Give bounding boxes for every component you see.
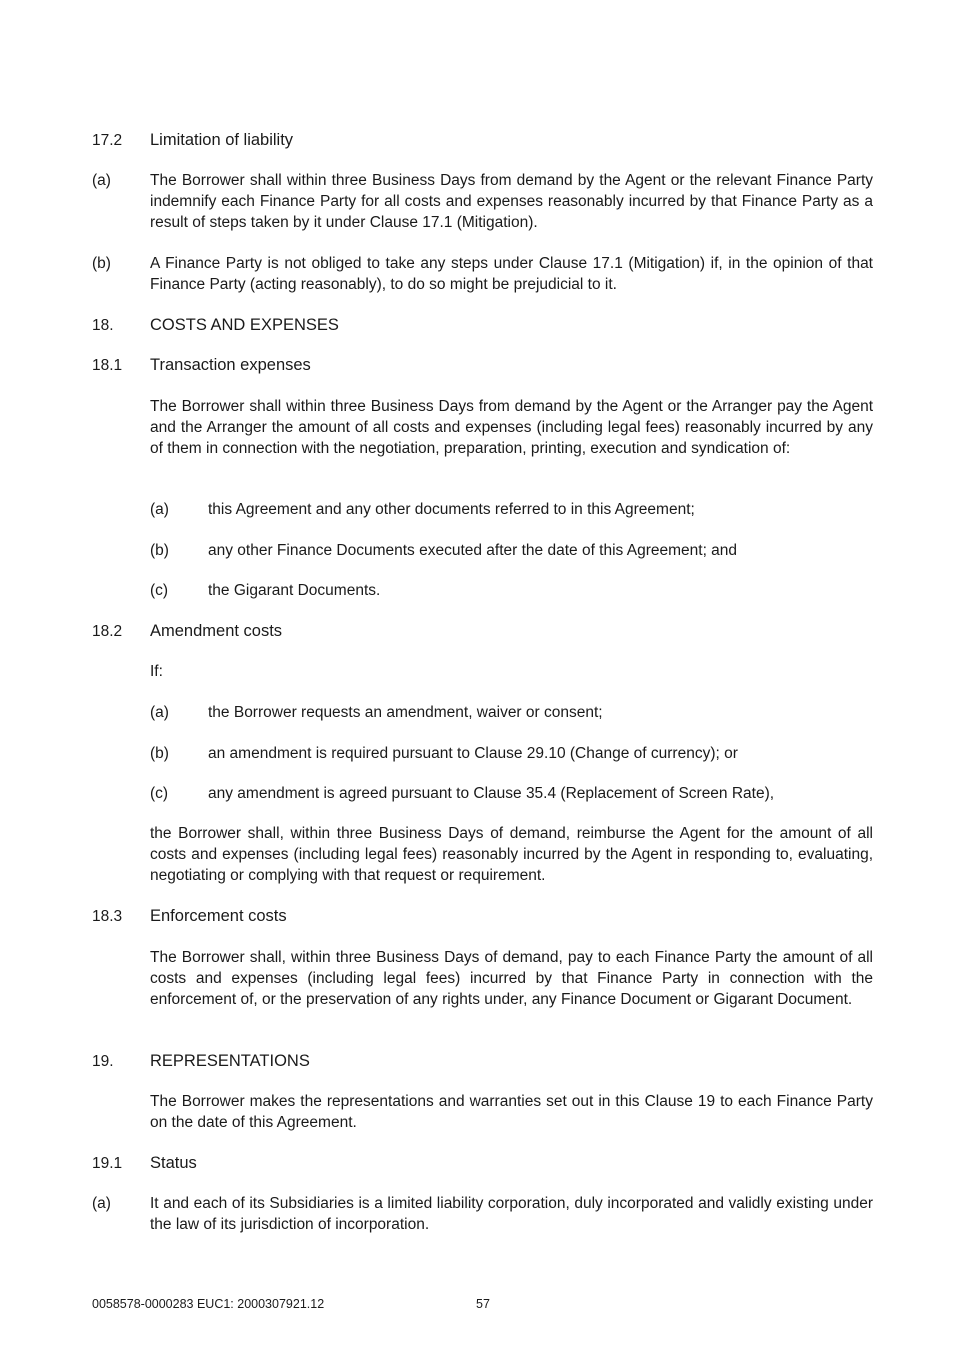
list-marker: (c): [150, 785, 169, 802]
list-text: the Borrower requests an amendment, waiver or consent;: [208, 704, 603, 721]
section-19-text: The Borrower makes the representations and warranties set out in this Clause 19 to each Finance Party on the date of this Agreement.: [150, 1093, 873, 1131]
section-number: 17.2: [92, 132, 123, 149]
section-title: Status: [150, 1154, 197, 1172]
section-title: Transaction expenses: [150, 356, 311, 374]
section-18-3-text: The Borrower shall, within three Business Days of demand, pay to each Finance Party the amount of all costs and expenses (including legal fees) incurred by that Finance Party in connection with the enforcement of, or the preservation of any rights under, any Finance Document or Gigarant Document.: [150, 949, 873, 1008]
section-title: Enforcement costs: [150, 907, 287, 925]
clause-text: A Finance Party is not obliged to take any steps under Clause 17.1 (Mitigation) if, in the opinion of that Finance Party (acting reasonably), to do so might be prejudicial to it.: [150, 255, 873, 293]
list-marker: (b): [150, 542, 169, 559]
list-marker: (b): [150, 745, 169, 762]
section-number: 18.: [92, 317, 114, 334]
section-number: 18.3: [92, 908, 123, 925]
list-text: any other Finance Documents executed after the date of this Agreement; and: [208, 542, 738, 559]
list-marker: (c): [150, 582, 169, 599]
list-marker: (a): [150, 501, 169, 518]
section-number: 19.: [92, 1053, 114, 1070]
list-text: any amendment is agreed pursuant to Clause 35.4 (Replacement of Screen Rate),: [208, 785, 775, 802]
footer-reference: 0058578-0000283 EUC1: 2000307921.12: [92, 1297, 325, 1311]
section-18-2-outro: the Borrower shall, within three Business Days of demand, reimburse the Agent for the amount of all costs and expenses (including legal fees) reasonably incurred by the Agent in responding to, evaluating, negotiating or complying with that request or requirement.: [150, 825, 873, 884]
clause-marker: (b): [92, 255, 111, 272]
section-number: 18.1: [92, 357, 123, 374]
clause-text: It and each of its Subsidiaries is a limited liability corporation, duly incorporated and validly existing under the law of its jurisdiction of incorporation.: [150, 1195, 873, 1233]
list-marker: (a): [150, 704, 169, 721]
section-number: 18.2: [92, 623, 123, 640]
clause-text: The Borrower shall within three Business Days from demand by the Agent or the relevant Finance Party indemnify each Finance Party for all costs and expenses reasonably incurred by that Finance Party as a result of steps taken by it under Clause 17.1 (Mitigation).: [150, 172, 873, 231]
section-title: COSTS AND EXPENSES: [150, 316, 339, 334]
section-18-1-intro: The Borrower shall within three Business Days from demand by the Agent or the Arranger pay the Agent and the Arranger the amount of all costs and expenses (including legal fees) reasonably incurred by any of them in connection with the negotiation, preparation, printing, execution and syndication of:: [150, 398, 873, 457]
clause-marker: (a): [92, 1195, 111, 1212]
section-title: REPRESENTATIONS: [150, 1052, 310, 1070]
section-number: 19.1: [92, 1155, 123, 1172]
clause-marker: (a): [92, 172, 111, 189]
section-title: Amendment costs: [150, 622, 283, 640]
list-text: this Agreement and any other documents referred to in this Agreement;: [208, 501, 695, 518]
list-text: the Gigarant Documents.: [208, 582, 381, 599]
page-number: 57: [476, 1297, 490, 1311]
section-18-2-intro: If:: [150, 663, 163, 680]
list-text: an amendment is required pursuant to Clause 29.10 (Change of currency); or: [208, 745, 738, 762]
section-title: Limitation of liability: [150, 131, 294, 149]
